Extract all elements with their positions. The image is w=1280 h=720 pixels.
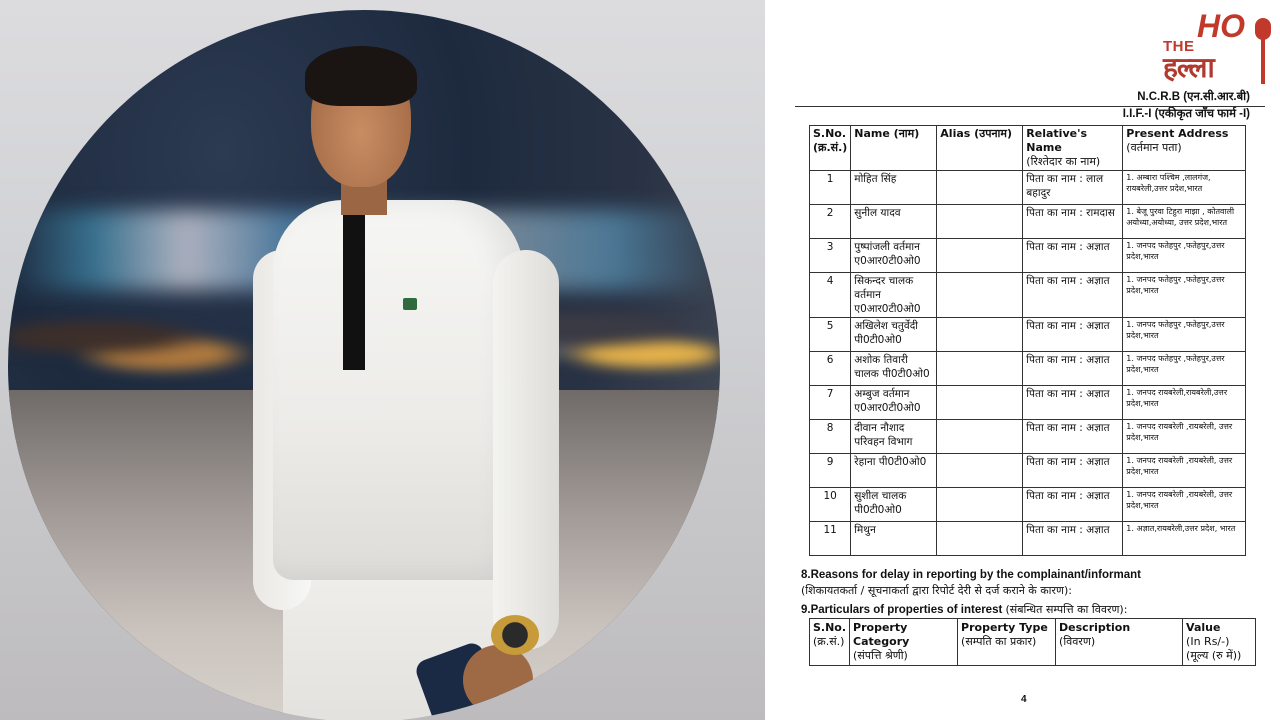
cell-alias <box>937 420 1023 454</box>
table-row <box>810 205 1246 239</box>
col-address-label-hi: (वर्तमान पता) <box>1126 141 1182 154</box>
watch-icon <box>491 615 539 655</box>
jacket-logo-icon <box>403 298 417 310</box>
cell-sno: 1 <box>810 171 851 205</box>
property-table-header <box>810 619 1256 666</box>
cell-sno: 3 <box>810 239 851 273</box>
cell-alias <box>937 352 1023 386</box>
cell-name: सिकन्दर चालक वर्तमान ए0आर0टी0ओ0 <box>851 273 937 318</box>
prop-col-type-label: Property Type <box>961 621 1048 634</box>
cell-relative: पिता का नाम : अज्ञात <box>1023 522 1123 556</box>
brand-ho: HO <box>1197 8 1245 44</box>
cell-sno: 8 <box>810 420 851 454</box>
prop-col-value-unit: (In Rs/-) <box>1186 635 1230 648</box>
prop-col-description-label: Description <box>1059 621 1131 634</box>
col-address-label: Present Address <box>1126 127 1229 140</box>
cell-address: 1. जनपद फतेहपुर ,फतेहपुर,उत्तर प्रदेश,भारत <box>1123 273 1246 318</box>
accused-table <box>809 125 1246 556</box>
cell-name: सुशील चालक पी0टी0ओ0 <box>851 488 937 522</box>
cell-name: मिथुन <box>851 522 937 556</box>
cell-relative: पिता का नाम : अज्ञात <box>1023 454 1123 488</box>
form-title-ncrb: N.C.R.B (एन.सी.आर.बी) <box>1137 91 1250 103</box>
cell-relative: पिता का नाम : अज्ञात <box>1023 488 1123 522</box>
cell-address: 1. जनपद फतेहपुर ,फतेहपुर,उत्तर प्रदेश,भारत <box>1123 352 1246 386</box>
cell-address: 1. जनपद रायबरेली,रायबरेली,उत्तर प्रदेश,भारत <box>1123 386 1246 420</box>
prop-col-category-label: Property Category <box>853 621 910 648</box>
cell-alias <box>937 171 1023 205</box>
section-9-title-hi: (संबन्धित सम्पत्ति का विवरण): <box>1005 603 1128 616</box>
cell-alias <box>937 239 1023 273</box>
cell-address: 1. जनपद फतेहपुर ,फतेहपुर,उत्तर प्रदेश,भारत <box>1123 239 1246 273</box>
person-figure <box>263 40 593 720</box>
cell-address: 1. जनपद रायबरेली ,रायबरेली, उत्तर प्रदेश,भारत <box>1123 488 1246 522</box>
right-arm <box>493 250 559 650</box>
section-9-heading <box>801 602 1127 618</box>
cell-relative: पिता का नाम : अज्ञात <box>1023 318 1123 352</box>
cell-sno: 4 <box>810 273 851 318</box>
cell-sno: 5 <box>810 318 851 352</box>
table-row <box>810 488 1246 522</box>
accused-table-header <box>810 126 1246 171</box>
prop-col-value-label: Value <box>1186 621 1221 634</box>
table-row <box>810 171 1246 205</box>
cell-relative: पिता का नाम : अज्ञात <box>1023 352 1123 386</box>
brand-the: THE <box>1163 38 1195 55</box>
cell-name: मोहित सिंह <box>851 171 937 205</box>
col-relative-label-hi: (रिश्तेदार का नाम) <box>1026 155 1101 168</box>
cell-name: पुष्पांजली वर्तमान ए0आर0टी0ओ0 <box>851 239 937 273</box>
cell-name: सुनील यादव <box>851 205 937 239</box>
form-title-iif: I.I.F.-I (एकीकृत जाँच फार्म -I) <box>1122 108 1250 120</box>
col-relative-label: Relative's Name <box>1026 127 1087 154</box>
prop-col-type-label-hi: (सम्पति का प्रकार) <box>961 635 1037 648</box>
brand-hindi: हल्ला <box>1163 51 1214 84</box>
table-row <box>810 454 1246 488</box>
cell-address: 1. अज्ञात,रायबरेली,उत्तर प्रदेश, भारत <box>1123 522 1246 556</box>
cell-alias <box>937 273 1023 318</box>
prop-col-value <box>1183 619 1256 666</box>
microphone-icon <box>1255 18 1271 86</box>
cell-address: 1. जनपद रायबरेली ,रायबरेली, उत्तर प्रदेश,भारत <box>1123 420 1246 454</box>
cell-alias <box>937 386 1023 420</box>
cell-sno: 9 <box>810 454 851 488</box>
cell-alias <box>937 522 1023 556</box>
page-number: 4 <box>1021 694 1027 705</box>
portrait-photo <box>8 10 720 720</box>
prop-col-sno <box>810 619 850 666</box>
document-panel <box>765 0 1280 720</box>
col-address <box>1123 126 1246 171</box>
prop-col-category <box>850 619 958 666</box>
table-row <box>810 420 1246 454</box>
cell-relative: पिता का नाम : लाल बहादुर <box>1023 171 1123 205</box>
hair <box>305 46 417 106</box>
prop-col-type <box>958 619 1056 666</box>
cell-name: अखिलेश चतुर्वेदी पी0टी0ओ0 <box>851 318 937 352</box>
table-row <box>810 273 1246 318</box>
cell-relative: पिता का नाम : अज्ञात <box>1023 420 1123 454</box>
section-8-title: 8.Reasons for delay in reporting by the complainant/informant <box>801 569 1141 581</box>
hand <box>463 645 533 715</box>
col-relative <box>1023 126 1123 171</box>
black-shirt <box>343 210 365 370</box>
cell-relative: पिता का नाम : रामदास <box>1023 205 1123 239</box>
cell-alias <box>937 205 1023 239</box>
white-jacket <box>273 200 523 580</box>
cell-name: अम्बुज वर्तमान ए0आर0टी0ओ0 <box>851 386 937 420</box>
col-sno-label-hi: (क्र.सं.) <box>813 141 848 154</box>
prop-col-value-label-hi: (मूल्य (रु में)) <box>1186 649 1242 662</box>
cell-sno: 7 <box>810 386 851 420</box>
cell-name: अशोक तिवारी चालक पी0टी0ओ0 <box>851 352 937 386</box>
cell-address: 1. जनपद फतेहपुर ,फतेहपुर,उत्तर प्रदेश,भारत <box>1123 318 1246 352</box>
cell-relative: पिता का नाम : अज्ञात <box>1023 239 1123 273</box>
header-rule <box>795 106 1265 107</box>
table-row <box>810 386 1246 420</box>
table-row <box>810 318 1246 352</box>
cell-sno: 6 <box>810 352 851 386</box>
cell-name: रेहाना पी0टी0ओ0 <box>851 454 937 488</box>
col-alias <box>937 126 1023 171</box>
col-sno-label: S.No. <box>813 127 847 140</box>
cell-address: 1. जनपद रायबरेली ,रायबरेली, उत्तर प्रदेश,भारत <box>1123 454 1246 488</box>
col-alias-label: Alias (उपनाम) <box>940 127 1013 140</box>
cell-sno: 10 <box>810 488 851 522</box>
prop-col-description <box>1056 619 1183 666</box>
cell-sno: 2 <box>810 205 851 239</box>
section-8-heading <box>801 568 1141 598</box>
prop-col-description-label-hi: (विवरण) <box>1059 635 1096 648</box>
cell-alias <box>937 454 1023 488</box>
cell-address: 1. अम्बारा पश्चिम ,लालगंज, रायबरेली,उत्तर प्रदेश,भारत <box>1123 171 1246 205</box>
cell-relative: पिता का नाम : अज्ञात <box>1023 273 1123 318</box>
section-8-title-hi: (शिकायतकर्ता / सूचनाकर्ता द्वारा रिपोर्ट देरी से दर्ज कराने के कारण): <box>801 584 1072 597</box>
cell-relative: पिता का नाम : अज्ञात <box>1023 386 1123 420</box>
table-row <box>810 239 1246 273</box>
col-name <box>851 126 937 171</box>
cell-alias <box>937 488 1023 522</box>
property-table <box>809 618 1256 666</box>
cell-address: 1. बेजू पुरवा टिहुरा माझा , कोतवाली अयोध्या,अयोध्या, उत्तर प्रदेश,भारत <box>1123 205 1246 239</box>
table-row <box>810 352 1246 386</box>
col-name-label: Name (नाम) <box>854 127 920 140</box>
brand-logo[interactable] <box>1163 8 1275 90</box>
col-sno <box>810 126 851 171</box>
prop-col-sno-label: S.No. <box>813 621 847 634</box>
section-9-title: 9.Particulars of properties of interest <box>801 604 1003 616</box>
table-row <box>810 522 1246 556</box>
prop-col-sno-label-hi: (क्र.सं.) <box>813 635 845 648</box>
cell-sno: 11 <box>810 522 851 556</box>
cell-name: दीवान नौशाद परिवहन विभाग <box>851 420 937 454</box>
prop-col-category-label-hi: (संपत्ति श्रेणी) <box>853 649 908 662</box>
cell-alias <box>937 318 1023 352</box>
